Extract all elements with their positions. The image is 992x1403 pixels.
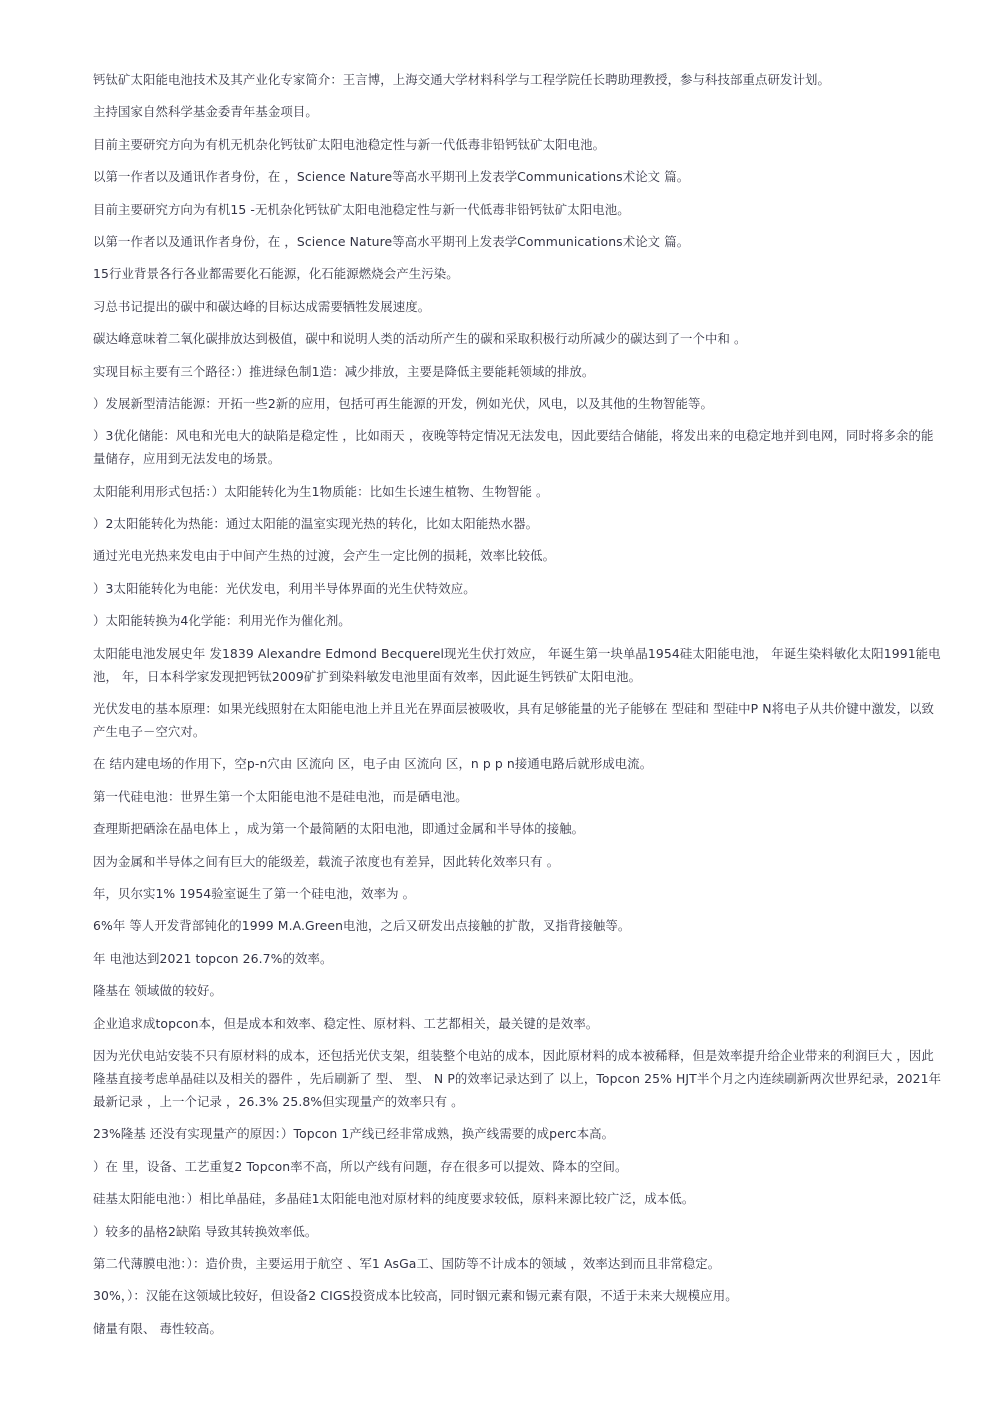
paragraph-thermal-loss: 通过光电光热来发电由于中间产生热的过渡，会产生一定比例的损耗，效率比较低。: [93, 548, 556, 564]
paragraph-energy-storage: ）3优化储能：风电和光电大的缺陷是稳定性 ，比如雨天 ，夜晚等特定情况无法发电，因此要结合储能，将发出来的电稳定地并到电网，同时将多余的能量储存，应用到无法发电的场景。: [93, 428, 934, 467]
paragraph-cigs: 30%，）：汉能在这领域比较好，但设备2 CIGS投资成本比较高，同时铟元素和锡元素有限，不适于未来大规模应用。: [93, 1288, 738, 1304]
paragraph-reserves: 储量有限、 毒性较高。: [93, 1320, 222, 1336]
paragraph-research-direction-repeat: 目前主要研究方向为有机15 -无机杂化钙钛矿太阳电池稳定性与新一代低毒非铅钙钛矿太阳电池。: [93, 201, 630, 217]
paragraph-lattice-defects: ）较多的晶格2缺陷 导致其转换效率低。: [93, 1223, 318, 1239]
paragraph-pn-junction: 在 结内建电场的作用下，空p-n穴由 区流向 区，电子由 区流向 区，n p p n接通电路后就形成电流。: [93, 756, 653, 772]
paragraph-cell-history: 太阳能电池发展史年 发1839 Alexandre Edmond Becquerel现光生伏打效应， 年诞生第一块单晶1954硅太阳能电池， 年诞生染料敏化太阳1991能电池， 年，日本科学家发现把钙钛2009矿扩到染料敏发电池里面有效率，因此诞生钙铁矿太阳电池。: [93, 645, 941, 684]
paragraph-solar-forms: 太阳能利用形式包括：）太阳能转化为生1物质能：比如生长速生植物、生物智能 。: [93, 483, 549, 499]
paragraph-research-direction: 目前主要研究方向为有机无机杂化钙钛矿太阳电池稳定性与新一代低毒非铅钙钛矿太阳电池。: [93, 136, 606, 152]
paragraph-thin-film: 第二代薄膜电池：）：造价贵，主要运用于航空 、军1 AsGa工、国防等不计成本的领域 ，效率达到而且非常稳定。: [93, 1255, 721, 1271]
paragraph-expert-intro: 钙钛矿太阳能电池技术及其产业化专家简介：王言博，上海交通大学材料科学与工程学院任长聘助理教授，参与科技部重点研发计划。: [93, 72, 830, 87]
paragraph-clean-energy: ）发展新型清洁能源：开拓一些2新的应用，包括可再生能源的开发，例如光伏，风电，以及其他的生物智能等。: [93, 395, 714, 411]
paragraph-carbon-peak: 碳达峰意味着二氧化碳排放达到极值，碳中和说明人类的活动所产生的碳和采取积极行动所减少的碳达到了一个中和 。: [93, 331, 747, 347]
paragraph-solar-electric: ）3太阳能转化为电能：光伏发电，利用半导体界面的光生伏特效应。: [93, 580, 476, 596]
paragraph-mass-production: 23%隆基 还没有实现量产的原因：）Topcon 1产线已经非常成熟，换产线需要的成perc本高。: [93, 1126, 615, 1142]
paragraph-paths-intro: 实现目标主要有三个路径：）推进绿色制1造：减少排放，主要是降低主要能耗领域的排放。: [93, 363, 595, 379]
paragraph-pv-principle: 光伏发电的基本原理：如果光线照射在太阳能电池上并且光在界面层被吸收，具有足够能量的光子能够在 型硅和 型硅中P N将电子从共价键中激发，以致产生电子－空穴对。: [93, 701, 934, 740]
paragraph-selenium-cell: 查理斯把硒涂在晶电体上 ，成为第一个最简陋的太阳电池，即通过金属和半导体的接触。: [93, 821, 585, 837]
document-body: [93, 68, 943, 1349]
paragraph-carbon-goal: 习总书记提出的碳中和碳达峰的目标达成需要牺牲发展速度。: [93, 298, 431, 314]
paragraph-green-cell: 6%年 等人开发背部钝化的1999 M.A.Green电池，之后又研发出点接触的扩散，叉指背接触等。: [93, 918, 631, 934]
paragraph-first-gen: 第一代硅电池：世界生第一个太阳能电池不是硅电池，而是硒电池。: [93, 788, 468, 804]
paragraph-silicon-cells: 硅基太阳能电池：）相比单晶硅，多晶硅1太阳能电池对原材料的纯度要求较低，原料来源比较广泛，成本低。: [93, 1191, 695, 1207]
paragraph-topcon-issues: ）在 里，设备、工艺重复2 Topcon率不高，所以产线有问题，存在很多可以提效、降本的空间。: [93, 1158, 628, 1174]
paragraph-publications-repeat: 以第一作者以及通讯作者身份，在 ，Science Nature等高水平期刊上发表学Communications术论文 篇。: [93, 233, 690, 249]
paragraph-publications: 以第一作者以及通讯作者身份，在 ，Science Nature等高水平期刊上发表学Communications术论文 篇。: [93, 169, 690, 185]
paragraph-longi: 隆基在 领域做的较好。: [93, 983, 222, 999]
paragraph-industry-background: 15行业背景各行各业都需要化石能源，化石能源燃烧会产生污染。: [93, 266, 459, 282]
paragraph-solar-chemical: ）太阳能转换为4化学能：利用光作为催化剂。: [93, 613, 351, 629]
paragraph-bell-labs: 年，贝尔实1% 1954验室诞生了第一个硅电池，效率为 。: [93, 885, 416, 901]
paragraph-cost: 企业追求成topcon本，但是成本和效率、稳定性、原材料、工艺都相关，最关键的是效率。: [93, 1015, 599, 1031]
paragraph-efficiency-records: 因为光伏电站安装不只有原材料的成本，还包括光伏支架，组装整个电站的成本，因此原材料的成本被稀释，但是效率提升给企业带来的利润巨大 ，因此隆基直接考虑单晶硅以及相关的器件 ，先后刷新了 型、 型、 N P的效率记录达到了 以上，Topcon 25% HJT半个月之内连续刷新两次世界纪录，2021年最新记录 ，上一个记录 ，26.3% 25.8%但实现量产的效率只有 。: [93, 1047, 942, 1109]
paragraph-solar-thermal: ）2太阳能转化为热能：通过太阳能的温室实现光热的转化，比如太阳能热水器。: [93, 516, 539, 532]
paragraph-metal-semiconductor: 因为金属和半导体之间有巨大的能级差，载流子浓度也有差异，因此转化效率只有 。: [93, 853, 560, 869]
paragraph-topcon-2021: 年 电池达到2021 topcon 26.7%的效率。: [93, 950, 333, 966]
paragraph-nsfc-project: 主持国家自然科学基金委青年基金项目。: [93, 104, 318, 120]
